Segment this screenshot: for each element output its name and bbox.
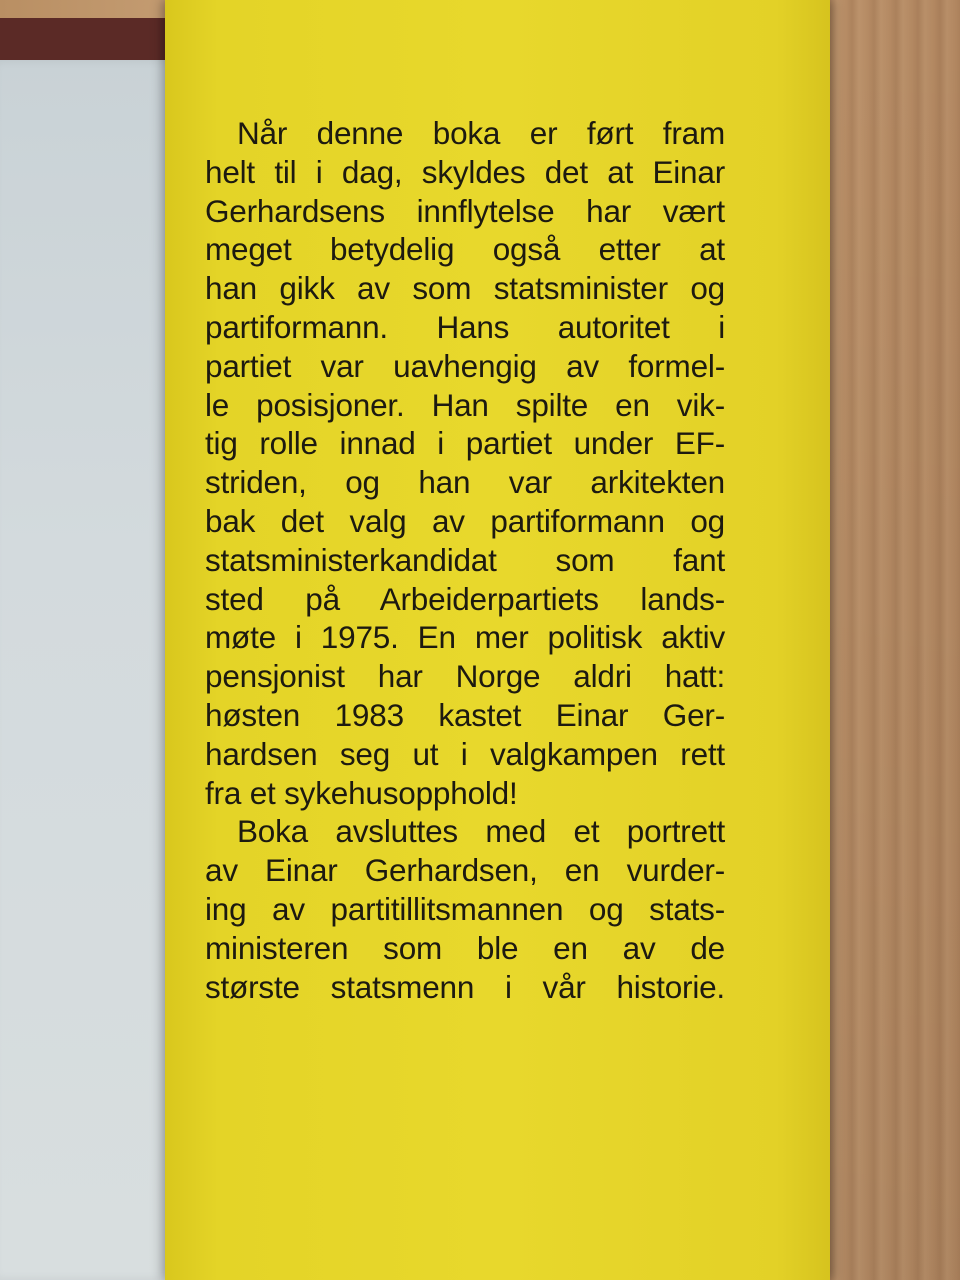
text-line: partiformann. Hans autoritet i	[205, 308, 725, 345]
flap-blurb	[205, 114, 725, 1006]
text-line: bak det valg av partiformann og	[205, 502, 725, 539]
text-line: fra et sykehusopphold!	[205, 774, 518, 811]
blurb-paragraph-2	[205, 812, 725, 1006]
text-line: sted på Arbeiderpartiets lands-	[205, 580, 725, 617]
text-line: møte i 1975. En mer politisk aktiv	[205, 619, 725, 656]
text-line: høsten 1983 kastet Einar Ger-	[205, 696, 725, 733]
text-line: le posisjoner. Han spilte en vik-	[205, 386, 725, 423]
text-line: pensjonist har Norge aldri hatt:	[205, 658, 725, 695]
text-line: partiet var uavhengig av formel-	[205, 347, 725, 384]
text-line: han gikk av som statsminister og	[205, 270, 725, 307]
text-line: striden, og han var arkitekten	[205, 464, 725, 501]
text-line: helt til i dag, skyldes det at Einar	[205, 153, 725, 190]
text-line: Gerhardsens innflytelse har vært	[205, 192, 725, 229]
text-line: ministeren som ble en av de	[205, 929, 725, 966]
text-line: hardsen seg ut i valgkampen rett	[205, 735, 725, 772]
text-line: Boka avsluttes med et portrett	[237, 813, 725, 850]
text-line: statsministerkandidat som fant	[205, 541, 725, 578]
blurb-paragraph-1	[205, 114, 725, 812]
text-line: av Einar Gerhardsen, en vurder-	[205, 852, 725, 889]
text-line: største statsmenn i vår historie.	[205, 968, 725, 1005]
text-line: ing av partitillitsmannen og stats-	[205, 890, 725, 927]
text-line: tig rolle innad i partiet under EF-	[205, 425, 725, 462]
text-line: meget betydelig også etter at	[205, 231, 725, 268]
text-line: Når denne boka er ført fram	[237, 115, 725, 151]
